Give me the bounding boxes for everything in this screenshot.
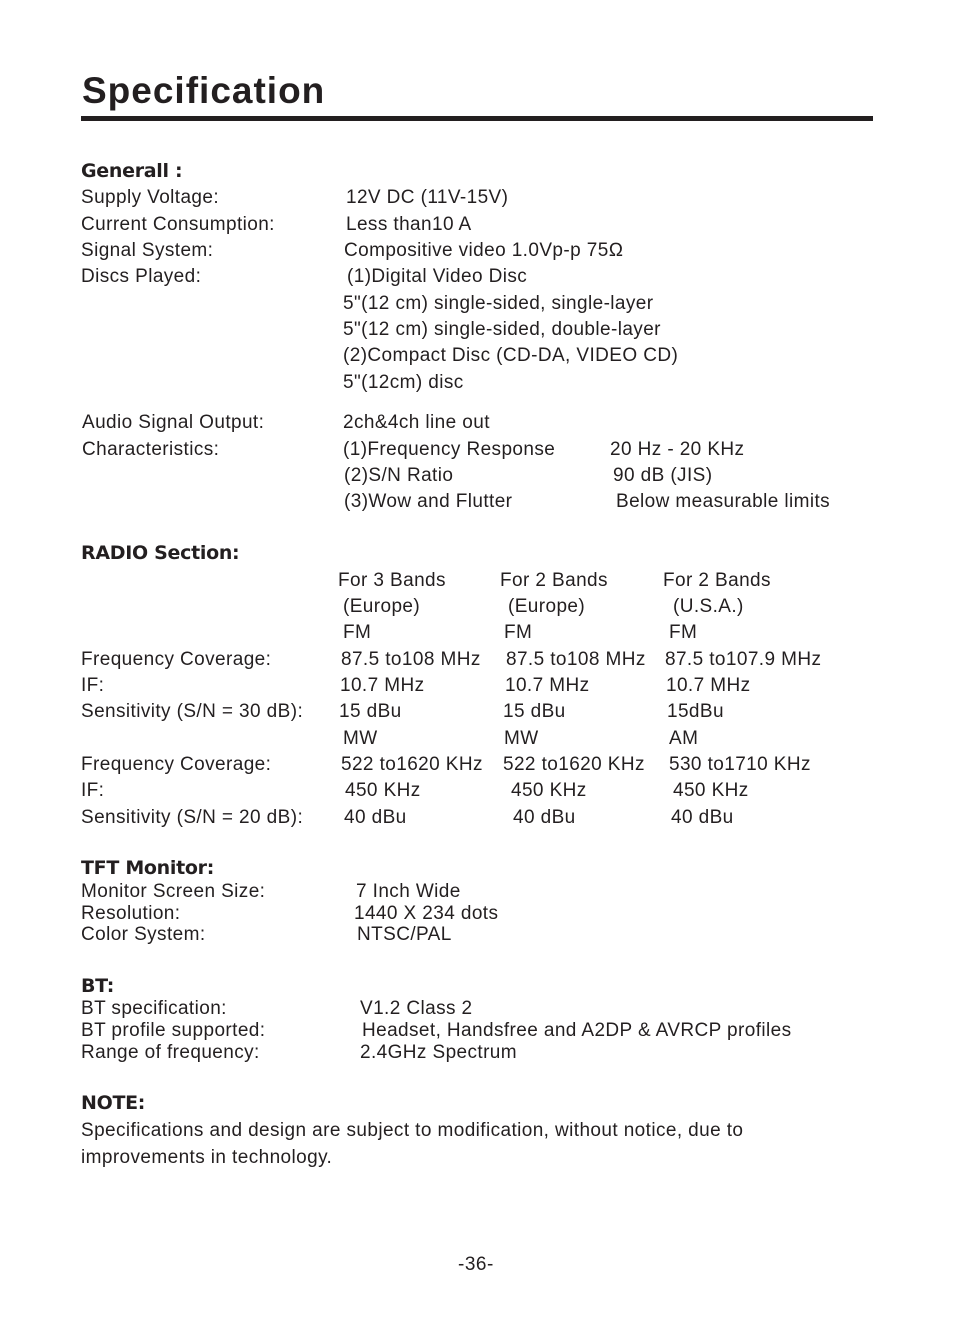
radio-band-fm: FM (504, 622, 533, 643)
am-sensitivity-value: 40 dBu (671, 807, 734, 828)
discs-played-line: (2)Compact Disc (CD-DA, VIDEO CD) (343, 345, 679, 366)
tft-spec-value: NTSC/PAL (357, 924, 452, 945)
bt-spec-value: Headset, Handsfree and A2DP & AVRCP profiles (362, 1020, 792, 1041)
fm-sensitivity-value: 15dBu (667, 701, 724, 722)
discs-played-line: 5"(12 cm) single-sided, double-layer (343, 319, 661, 340)
am-sensitivity-label: Sensitivity (S/N = 20 dB): (81, 807, 304, 828)
tft-spec-label: Monitor Screen Size: (81, 881, 266, 902)
radio-band-fm: FM (343, 622, 372, 643)
radio-band-am: MW (504, 728, 539, 749)
note-heading: NOTE: (81, 1092, 146, 1114)
audio-signal-output-value: 2ch&4ch line out (343, 412, 490, 433)
am-frequency-coverage-value: 522 to1620 KHz (503, 754, 645, 775)
signal-system-value: Compositive video 1.0Vp-p 75Ω (344, 240, 624, 261)
bt-spec-value: V1.2 Class 2 (360, 998, 473, 1019)
supply-voltage-label: Supply Voltage: (81, 187, 220, 208)
characteristic-name: (3)Wow and Flutter (344, 491, 513, 512)
fm-if-label: IF: (81, 675, 105, 696)
characteristic-value: 90 dB (JIS) (613, 465, 713, 486)
fm-if-value: 10.7 MHz (666, 675, 751, 696)
note-text: improvements in technology. (81, 1147, 333, 1168)
discs-played-line: (1)Digital Video Disc (347, 266, 528, 287)
tft-spec-label: Color System: (81, 924, 206, 945)
characteristic-value: Below measurable limits (616, 491, 831, 512)
fm-frequency-coverage-value: 87.5 to108 MHz (341, 649, 481, 670)
current-consumption-value: Less than10 A (346, 214, 472, 235)
bt-spec-label: Range of frequency: (81, 1042, 260, 1063)
fm-if-value: 10.7 MHz (505, 675, 590, 696)
title-divider (81, 116, 873, 121)
radio-column-bands: For 3 Bands (338, 570, 446, 591)
am-if-label: IF: (81, 780, 105, 801)
radio-band-am: MW (343, 728, 378, 749)
fm-sensitivity-label: Sensitivity (S/N = 30 dB): (81, 701, 304, 722)
radio-band-fm: FM (669, 622, 698, 643)
fm-if-value: 10.7 MHz (340, 675, 425, 696)
am-frequency-coverage-label: Frequency Coverage: (81, 754, 272, 775)
radio-column-bands: For 2 Bands (663, 570, 771, 591)
discs-played-label: Discs Played: (81, 266, 202, 287)
current-consumption-label: Current Consumption: (81, 214, 275, 235)
tft-spec-value: 1440 X 234 dots (354, 903, 499, 924)
am-frequency-coverage-value: 522 to1620 KHz (341, 754, 483, 775)
discs-played-line: 5"(12cm) disc (343, 372, 464, 393)
radio-column-region: (U.S.A.) (673, 596, 744, 617)
fm-sensitivity-value: 15 dBu (503, 701, 566, 722)
bt-spec-label: BT specification: (81, 998, 227, 1019)
characteristics-label: Characteristics: (82, 439, 220, 460)
tft-spec-label: Resolution: (81, 903, 181, 924)
am-sensitivity-value: 40 dBu (344, 807, 407, 828)
characteristic-value: 20 Hz - 20 KHz (610, 439, 745, 460)
characteristic-name: (2)S/N Ratio (344, 465, 454, 486)
radio-column-bands: For 2 Bands (500, 570, 608, 591)
page-title: Specification (82, 70, 326, 111)
am-if-value: 450 KHz (511, 780, 587, 801)
fm-sensitivity-value: 15 dBu (339, 701, 402, 722)
audio-signal-output-label: Audio Signal Output: (82, 412, 265, 433)
am-if-value: 450 KHz (345, 780, 421, 801)
radio-band-am: AM (669, 728, 699, 749)
tft-heading: TFT Monitor: (81, 857, 215, 879)
fm-frequency-coverage-value: 87.5 to107.9 MHz (665, 649, 822, 670)
am-frequency-coverage-value: 530 to1710 KHz (669, 754, 811, 775)
am-if-value: 450 KHz (673, 780, 749, 801)
signal-system-label: Signal System: (81, 240, 214, 261)
fm-frequency-coverage-value: 87.5 to108 MHz (506, 649, 646, 670)
supply-voltage-value: 12V DC (11V-15V) (346, 187, 509, 208)
discs-played-line: 5"(12 cm) single-sided, single-layer (343, 293, 654, 314)
bt-spec-value: 2.4GHz Spectrum (360, 1042, 517, 1063)
characteristic-name: (1)Frequency Response (343, 439, 556, 460)
radio-column-region: (Europe) (508, 596, 586, 617)
bt-spec-label: BT profile supported: (81, 1020, 266, 1041)
page-number: -36- (458, 1254, 494, 1275)
radio-column-region: (Europe) (343, 596, 421, 617)
fm-frequency-coverage-label: Frequency Coverage: (81, 649, 272, 670)
note-text: Specifications and design are subject to modification, without notice, due to (81, 1120, 744, 1141)
radio-heading: RADIO Section: (81, 542, 240, 564)
am-sensitivity-value: 40 dBu (513, 807, 576, 828)
tft-spec-value: 7 Inch Wide (356, 881, 461, 902)
general-heading: Generall : (81, 160, 183, 182)
bt-heading: BT: (81, 975, 115, 997)
